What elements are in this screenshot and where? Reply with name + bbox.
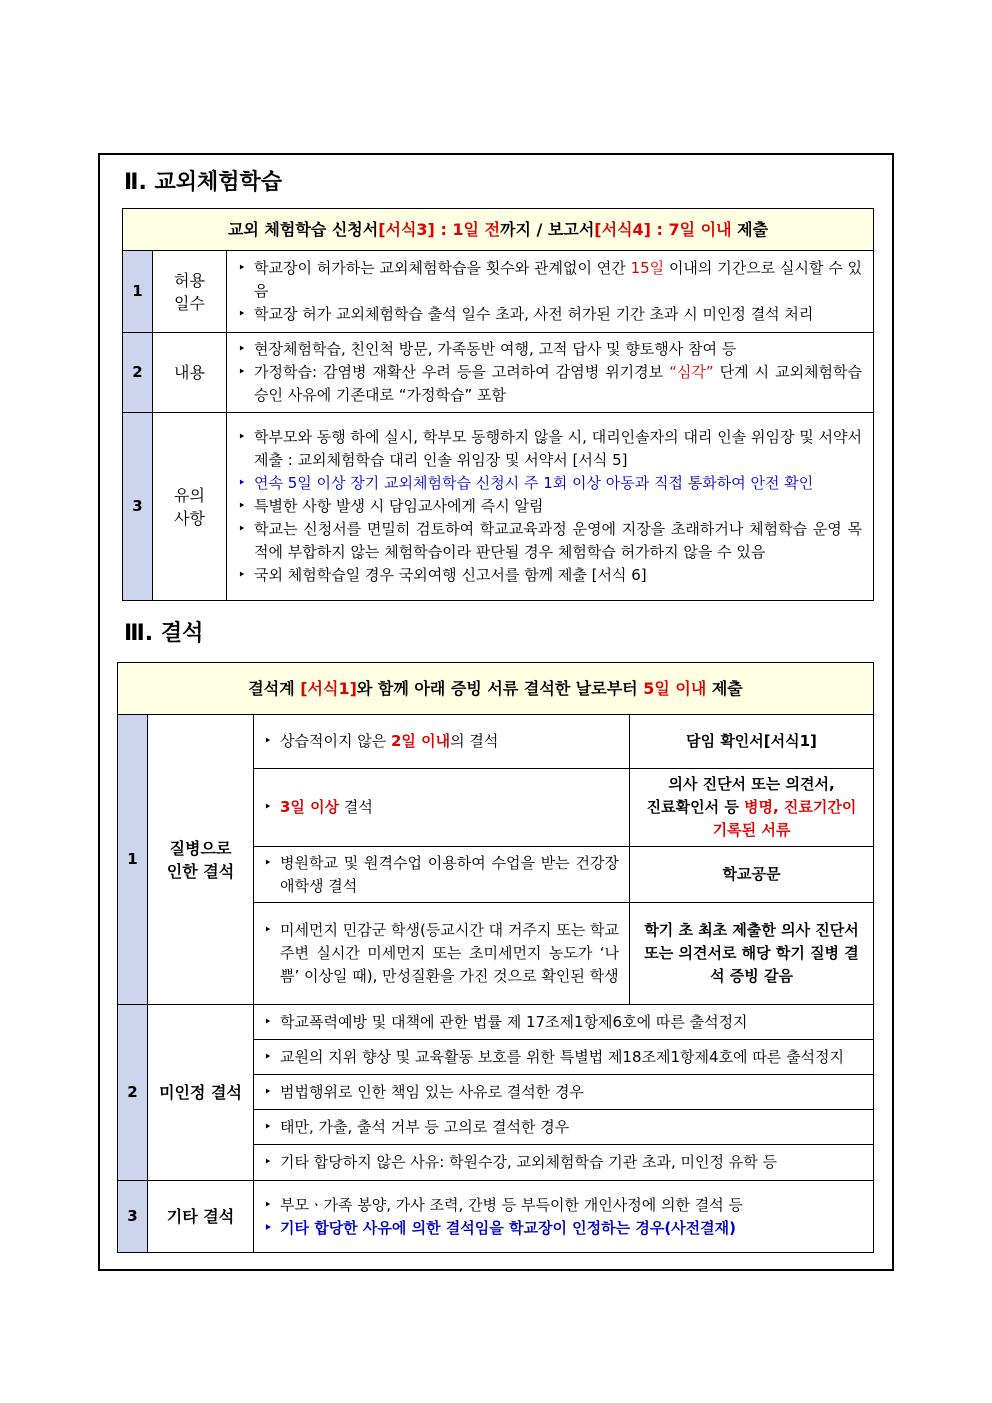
absence-item: ‣ 병원학교 및 원격수업 이용하여 수업을 받는 건강장애학생 결석 bbox=[254, 847, 630, 903]
row-number: 3 bbox=[118, 1181, 148, 1253]
bullet-item: ‣ 학교장 허가 교외체험학습 출석 일수 초과, 사전 허가된 기간 초과 시 미인정 결석 처리 bbox=[236, 303, 862, 326]
bullet-item: ‣ 학부모와 동행 하에 실시, 학부모 동행하지 않을 시, 대리인솔자의 대리 인솔 위임장 및 서약서 제출 : 교외체험학습 대리 인솔 위임장 및 서약서 [서식 5] bbox=[236, 426, 862, 472]
bullet-item: ‣ 국외 체험학습일 경우 국외여행 신고서를 함께 제출 [서식 6] bbox=[236, 564, 862, 587]
row-label: 허용 일수 bbox=[153, 251, 227, 333]
row-content bbox=[227, 413, 874, 601]
absence-header: 결석계 [서식1]와 함께 아래 증빙 서류 결석한 날로부터 5일 이내 제출 bbox=[118, 663, 874, 715]
absence-item: ‣ 미세먼지 민감군 학생(등교시간 대 거주지 또는 학교 주변 실시간 미세먼지 또는 초미세먼지 농도가 ‘나쁨’ 이상일 때), 만성질환을 가진 것으로 확인된 학생 bbox=[254, 903, 630, 1005]
absence-item: ‣ 태만, 가출, 출석 거부 등 고의로 결석한 경우 bbox=[254, 1110, 874, 1145]
field-trip-table bbox=[122, 208, 874, 601]
absence-item: ‣ 3일 이상 결석 bbox=[254, 769, 630, 847]
row-number: 1 bbox=[123, 251, 153, 333]
row-content bbox=[227, 333, 874, 413]
absence-table bbox=[117, 662, 874, 1253]
row-label: 질병으로 인한 결석 bbox=[148, 715, 254, 1005]
required-document: 학기 초 최초 제출한 의사 진단서 또는 의견서로 해당 학기 질병 결석 증빙 갈음 bbox=[630, 903, 874, 1005]
absence-item: ‣ 부모ㆍ가족 봉양, 가사 조력, 간병 등 부득이한 개인사정에 의한 결석 등 ‣ 기타 합당한 사유에 의한 결석임을 학교장이 인정하는 경우(사전결재) bbox=[254, 1181, 874, 1253]
row-number: 2 bbox=[118, 1005, 148, 1181]
bullet-item: ‣ 특별한 사항 발생 시 담임교사에게 즉시 알림 bbox=[236, 495, 862, 518]
row-content bbox=[227, 251, 874, 333]
row-label: 미인정 결석 bbox=[148, 1005, 254, 1181]
row-number: 3 bbox=[123, 413, 153, 601]
section2-title: Ⅱ. 교외체험학습 bbox=[124, 170, 283, 195]
bullet-item: ‣ 현장체험학습, 친인척 방문, 가족동반 여행, 고적 답사 및 향토행사 참여 등 bbox=[236, 338, 862, 361]
absence-item: ‣ 범법행위로 인한 책임 있는 사유로 결석한 경우 bbox=[254, 1075, 874, 1110]
row-label: 기타 결석 bbox=[148, 1181, 254, 1253]
bullet-item: ‣ 학교는 신청서를 면밀히 검토하여 학교교육과정 운영에 지장을 초래하거나 체험학습 운영 목적에 부합하지 않는 체험학습이라 판단될 경우 체험학습 허가하지 않을 수 있음 bbox=[236, 518, 862, 564]
section3-title: Ⅲ. 결석 bbox=[124, 621, 204, 646]
required-document: 담임 확인서[서식1] bbox=[630, 715, 874, 769]
bullet-item: ‣ 가정학습: 감염병 재확산 우려 등을 고려하여 감염병 위기경보 “심각” 단계 시 교외체험학습 승인 사유에 기존대로 “가정학습” 포함 bbox=[236, 361, 862, 407]
field-trip-header: 교외 체험학습 신청서[서식3] : 1일 전까지 / 보고서[서식4] : 7일 이내 제출 bbox=[123, 209, 874, 251]
absence-item: ‣ 기타 합당하지 않은 사유: 학원수강, 교외체험학습 기관 초과, 미인정 유학 등 bbox=[254, 1145, 874, 1181]
required-document: 학교공문 bbox=[630, 847, 874, 903]
row-number: 1 bbox=[118, 715, 148, 1005]
bullet-item: ‣ 학교장이 허가하는 교외체험학습을 횟수와 관계없이 연간 15일 이내의 기간으로 실시할 수 있음 bbox=[236, 257, 862, 303]
row-label: 유의 사항 bbox=[153, 413, 227, 601]
absence-item: ‣ 상습적이지 않은 2일 이내의 결석 bbox=[254, 715, 630, 769]
row-number: 2 bbox=[123, 333, 153, 413]
required-document: 의사 진단서 또는 의견서, 진료확인서 등 병명, 진료기간이 기록된 서류 bbox=[630, 769, 874, 847]
bullet-item: ‣ 연속 5일 이상 장기 교외체험학습 신청시 주 1회 이상 아동과 직접 통화하여 안전 확인 bbox=[236, 472, 862, 495]
absence-item: ‣ 학교폭력예방 및 대책에 관한 법률 제 17조제1항제6호에 따른 출석정지 bbox=[254, 1005, 874, 1040]
absence-item: ‣ 교원의 지위 향상 및 교육활동 보호를 위한 특별법 제18조제1항제4호에 따른 출석정지 bbox=[254, 1040, 874, 1075]
row-label: 내용 bbox=[153, 333, 227, 413]
